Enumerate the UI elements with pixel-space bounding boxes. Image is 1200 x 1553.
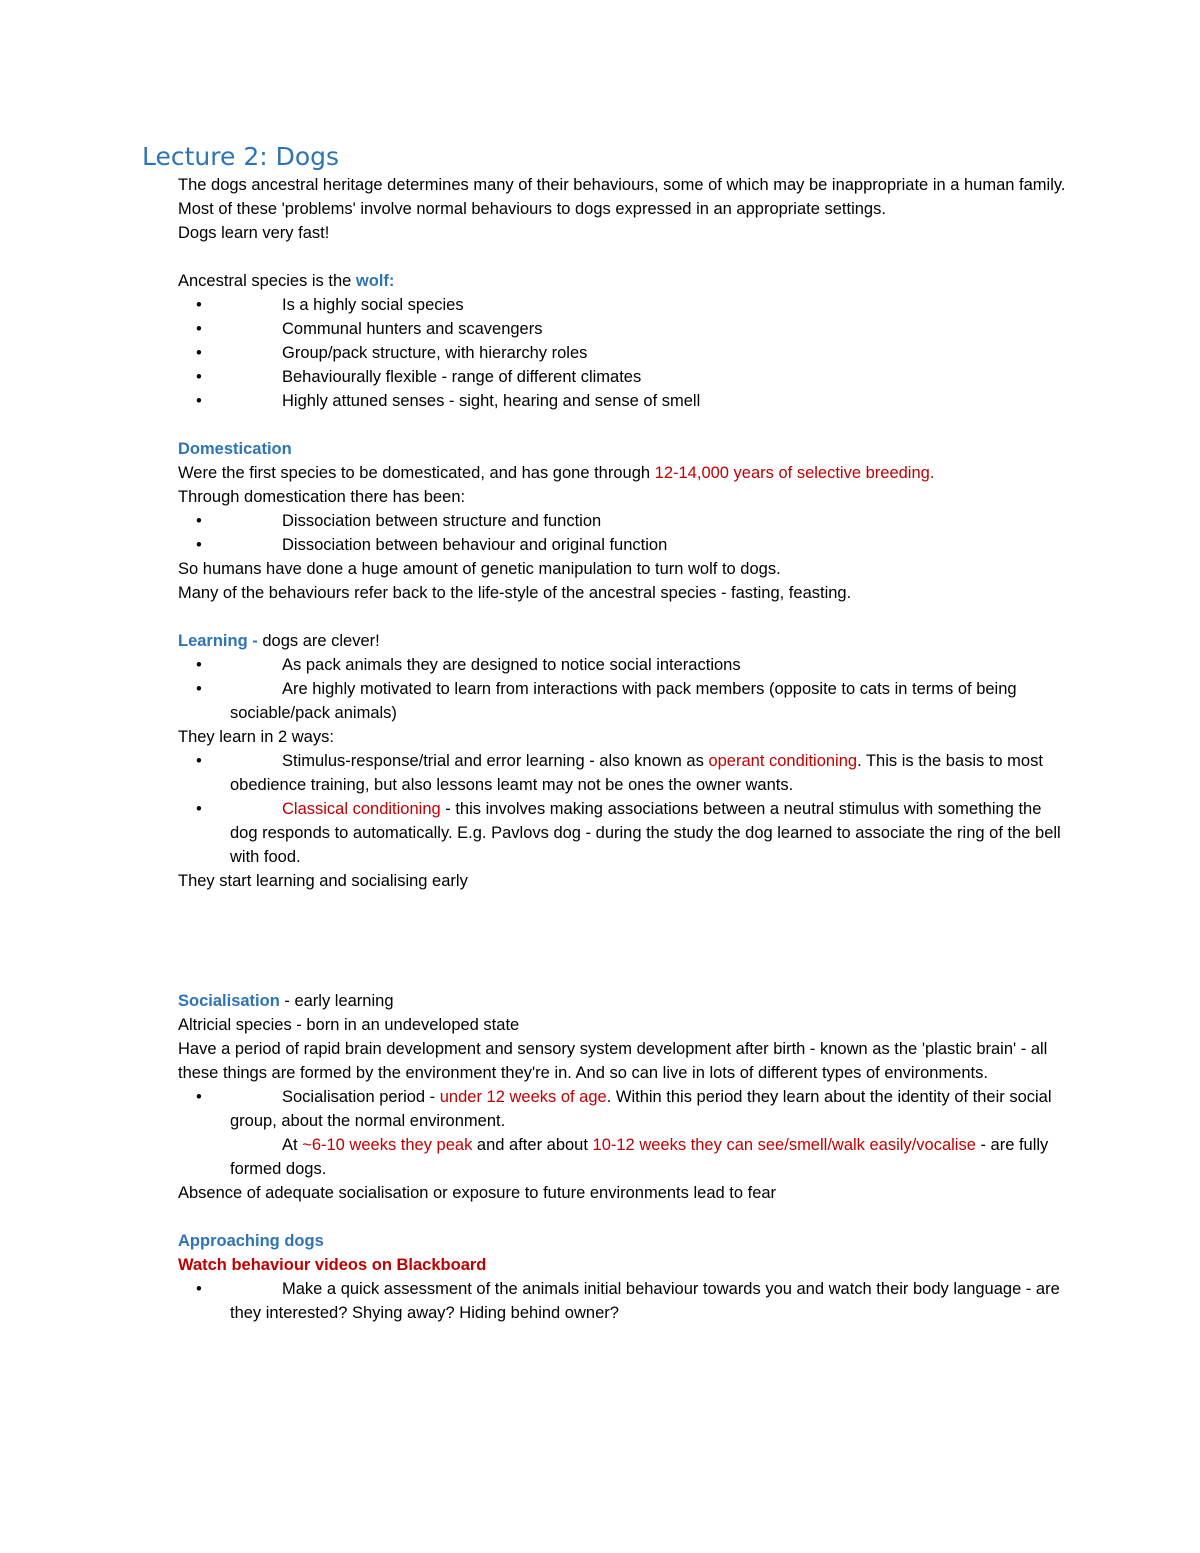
list-item bbox=[178, 341, 1068, 365]
ancestral-bullet-list bbox=[178, 293, 1068, 413]
list-item bbox=[178, 293, 1068, 317]
way-1-highlight: operant conditioning bbox=[708, 752, 858, 770]
spacer bbox=[178, 413, 1068, 437]
socialisation-bullet-list bbox=[178, 1085, 1068, 1181]
bullet-icon: • bbox=[196, 536, 202, 554]
way-1-suffix: . This is the basis to most obedience training, but also lessons leamt may not be ones the owner wants. bbox=[230, 752, 1043, 794]
list-item-text: Dissociation between behaviour and original function bbox=[282, 536, 668, 554]
socialisation-bullet-highlight: under 12 weeks of age bbox=[439, 1088, 607, 1106]
spacer bbox=[178, 893, 1068, 989]
domestication-line-3: So humans have done a huge amount of genetic manipulation to turn wolf to dogs. bbox=[178, 560, 781, 578]
list-item bbox=[178, 1085, 1068, 1181]
socialisation-heading: Socialisation bbox=[178, 992, 280, 1010]
list-item-text: Is a highly social species bbox=[282, 296, 464, 314]
list-item bbox=[178, 677, 1068, 725]
bullet-icon: • bbox=[196, 1280, 202, 1298]
approaching-heading: Approaching dogs bbox=[178, 1232, 324, 1250]
socialisation-closing: Absence of adequate socialisation or exposure to future environments lead to fear bbox=[178, 1184, 777, 1202]
intro-paragraph bbox=[178, 173, 1068, 197]
intro-line-1: The dogs ancestral heritage determines many of their behaviours, some of which may be inappropriate in a human family. bbox=[178, 176, 1066, 194]
list-item-text bbox=[230, 797, 1068, 869]
list-item-text: Group/pack structure, with hierarchy roles bbox=[282, 344, 588, 362]
list-item-text: Communal hunters and scavengers bbox=[282, 320, 543, 338]
list-item bbox=[178, 533, 1068, 557]
learning-heading: Learning - bbox=[178, 632, 263, 650]
bullet-icon: • bbox=[196, 1088, 202, 1106]
list-item-text: Are highly motivated to learn from interactions with pack members (opposite to cats in terms of being sociable/pack animals) bbox=[230, 680, 1017, 722]
socialisation-sub-suffix: - are fully formed dogs. bbox=[230, 1136, 1049, 1178]
approaching-subheading: Watch behaviour videos on Blackboard bbox=[178, 1256, 487, 1274]
socialisation-sub-highlight-1: ~6-10 weeks they peak bbox=[302, 1136, 473, 1154]
learning-ways-line: They learn in 2 ways: bbox=[178, 728, 334, 746]
page-title: Lecture 2: Dogs bbox=[142, 142, 340, 171]
domestication-line-1 bbox=[178, 461, 1068, 485]
list-item bbox=[178, 797, 1068, 869]
learning-closing: They start learning and socialising early bbox=[178, 872, 468, 890]
way-2-suffix: - this involves making associations between a neutral stimulus with something the dog responds to automatically. E.g. Pavlovs dog - during the study the dog learned to associate the ring of the bell with food. bbox=[230, 800, 1061, 866]
bullet-icon: • bbox=[196, 680, 202, 698]
ancestral-prefix: Ancestral species is the bbox=[178, 272, 356, 290]
intro-line-3: Dogs learn very fast! bbox=[178, 224, 330, 242]
socialisation-sub-highlight-2: 10-12 weeks they can see/smell/walk easily/vocalise bbox=[592, 1136, 976, 1154]
bullet-icon: • bbox=[196, 296, 202, 314]
list-item bbox=[178, 365, 1068, 389]
bullet-icon: • bbox=[196, 800, 202, 818]
list-item-subtext bbox=[230, 1133, 1068, 1181]
bullet-icon: • bbox=[196, 368, 202, 386]
ancestral-highlight: wolf: bbox=[355, 272, 395, 290]
document-body bbox=[178, 173, 1068, 1325]
list-item bbox=[178, 389, 1068, 413]
way-2-highlight: Classical conditioning bbox=[282, 800, 441, 818]
list-item-text: Highly attuned senses - sight, hearing and sense of smell bbox=[282, 392, 701, 410]
list-item-text: Dissociation between structure and function bbox=[282, 512, 602, 530]
list-item bbox=[178, 1277, 1068, 1325]
domestication-bullet-list bbox=[178, 509, 1068, 557]
list-item-text: Behaviourally flexible - range of different climates bbox=[282, 368, 642, 386]
list-item-text: Make a quick assessment of the animals initial behaviour towards you and watch their body language - are they interested? Shying away? Hiding behind owner? bbox=[230, 1280, 1060, 1322]
list-item-text bbox=[230, 749, 1068, 797]
list-item bbox=[178, 749, 1068, 797]
spacer bbox=[178, 245, 1068, 269]
bullet-icon: • bbox=[196, 344, 202, 362]
socialisation-line-2: Have a period of rapid brain development and sensory system development after birth - known as the 'plastic brain' - all these things are formed by the environment they're in. And so can live in lots of different types of environments. bbox=[178, 1040, 1048, 1082]
domestication-heading: Domestication bbox=[178, 440, 292, 458]
learning-bullet-list bbox=[178, 653, 1068, 725]
bullet-icon: • bbox=[196, 656, 202, 674]
domestication-highlight: 12-14,000 years of selective breeding. bbox=[654, 464, 935, 482]
learning-heading-suffix: dogs are clever! bbox=[262, 632, 380, 650]
intro-line-2: Most of these 'problems' involve normal behaviours to dogs expressed in an appropriate settings. bbox=[178, 200, 886, 218]
list-item bbox=[178, 509, 1068, 533]
list-item bbox=[178, 653, 1068, 677]
bullet-icon: • bbox=[196, 752, 202, 770]
spacer bbox=[178, 605, 1068, 629]
bullet-icon: • bbox=[196, 392, 202, 410]
socialisation-heading-line bbox=[178, 989, 1068, 1013]
socialisation-heading-suffix: - early learning bbox=[279, 992, 394, 1010]
domestication-line-1-prefix: Were the first species to be domesticated, and has gone through bbox=[178, 464, 655, 482]
bullet-icon: • bbox=[196, 512, 202, 530]
domestication-line-2: Through domestication there has been: bbox=[178, 488, 466, 506]
socialisation-sub-prefix: At bbox=[282, 1136, 303, 1154]
socialisation-line-1: Altricial species - born in an undeveloped state bbox=[178, 1016, 520, 1034]
socialisation-bullet-prefix: Socialisation period - bbox=[282, 1088, 440, 1106]
learning-ways-list bbox=[178, 749, 1068, 869]
domestication-line-4: Many of the behaviours refer back to the life-style of the ancestral species - fasting, feasting. bbox=[178, 584, 852, 602]
learning-heading-line bbox=[178, 629, 1068, 653]
list-item bbox=[178, 317, 1068, 341]
socialisation-sub-middle: and after about bbox=[472, 1136, 593, 1154]
list-item-text: As pack animals they are designed to notice social interactions bbox=[282, 656, 741, 674]
spacer bbox=[178, 1205, 1068, 1229]
ancestral-line bbox=[178, 269, 1068, 293]
bullet-icon: • bbox=[196, 320, 202, 338]
socialisation-bullet-suffix: . Within this period they learn about the identity of their social group, about the normal environment. bbox=[230, 1088, 1052, 1130]
way-1-prefix: Stimulus-response/trial and error learning - also known as bbox=[282, 752, 709, 770]
list-item-text bbox=[230, 1085, 1068, 1133]
approaching-bullet-list bbox=[178, 1277, 1068, 1325]
